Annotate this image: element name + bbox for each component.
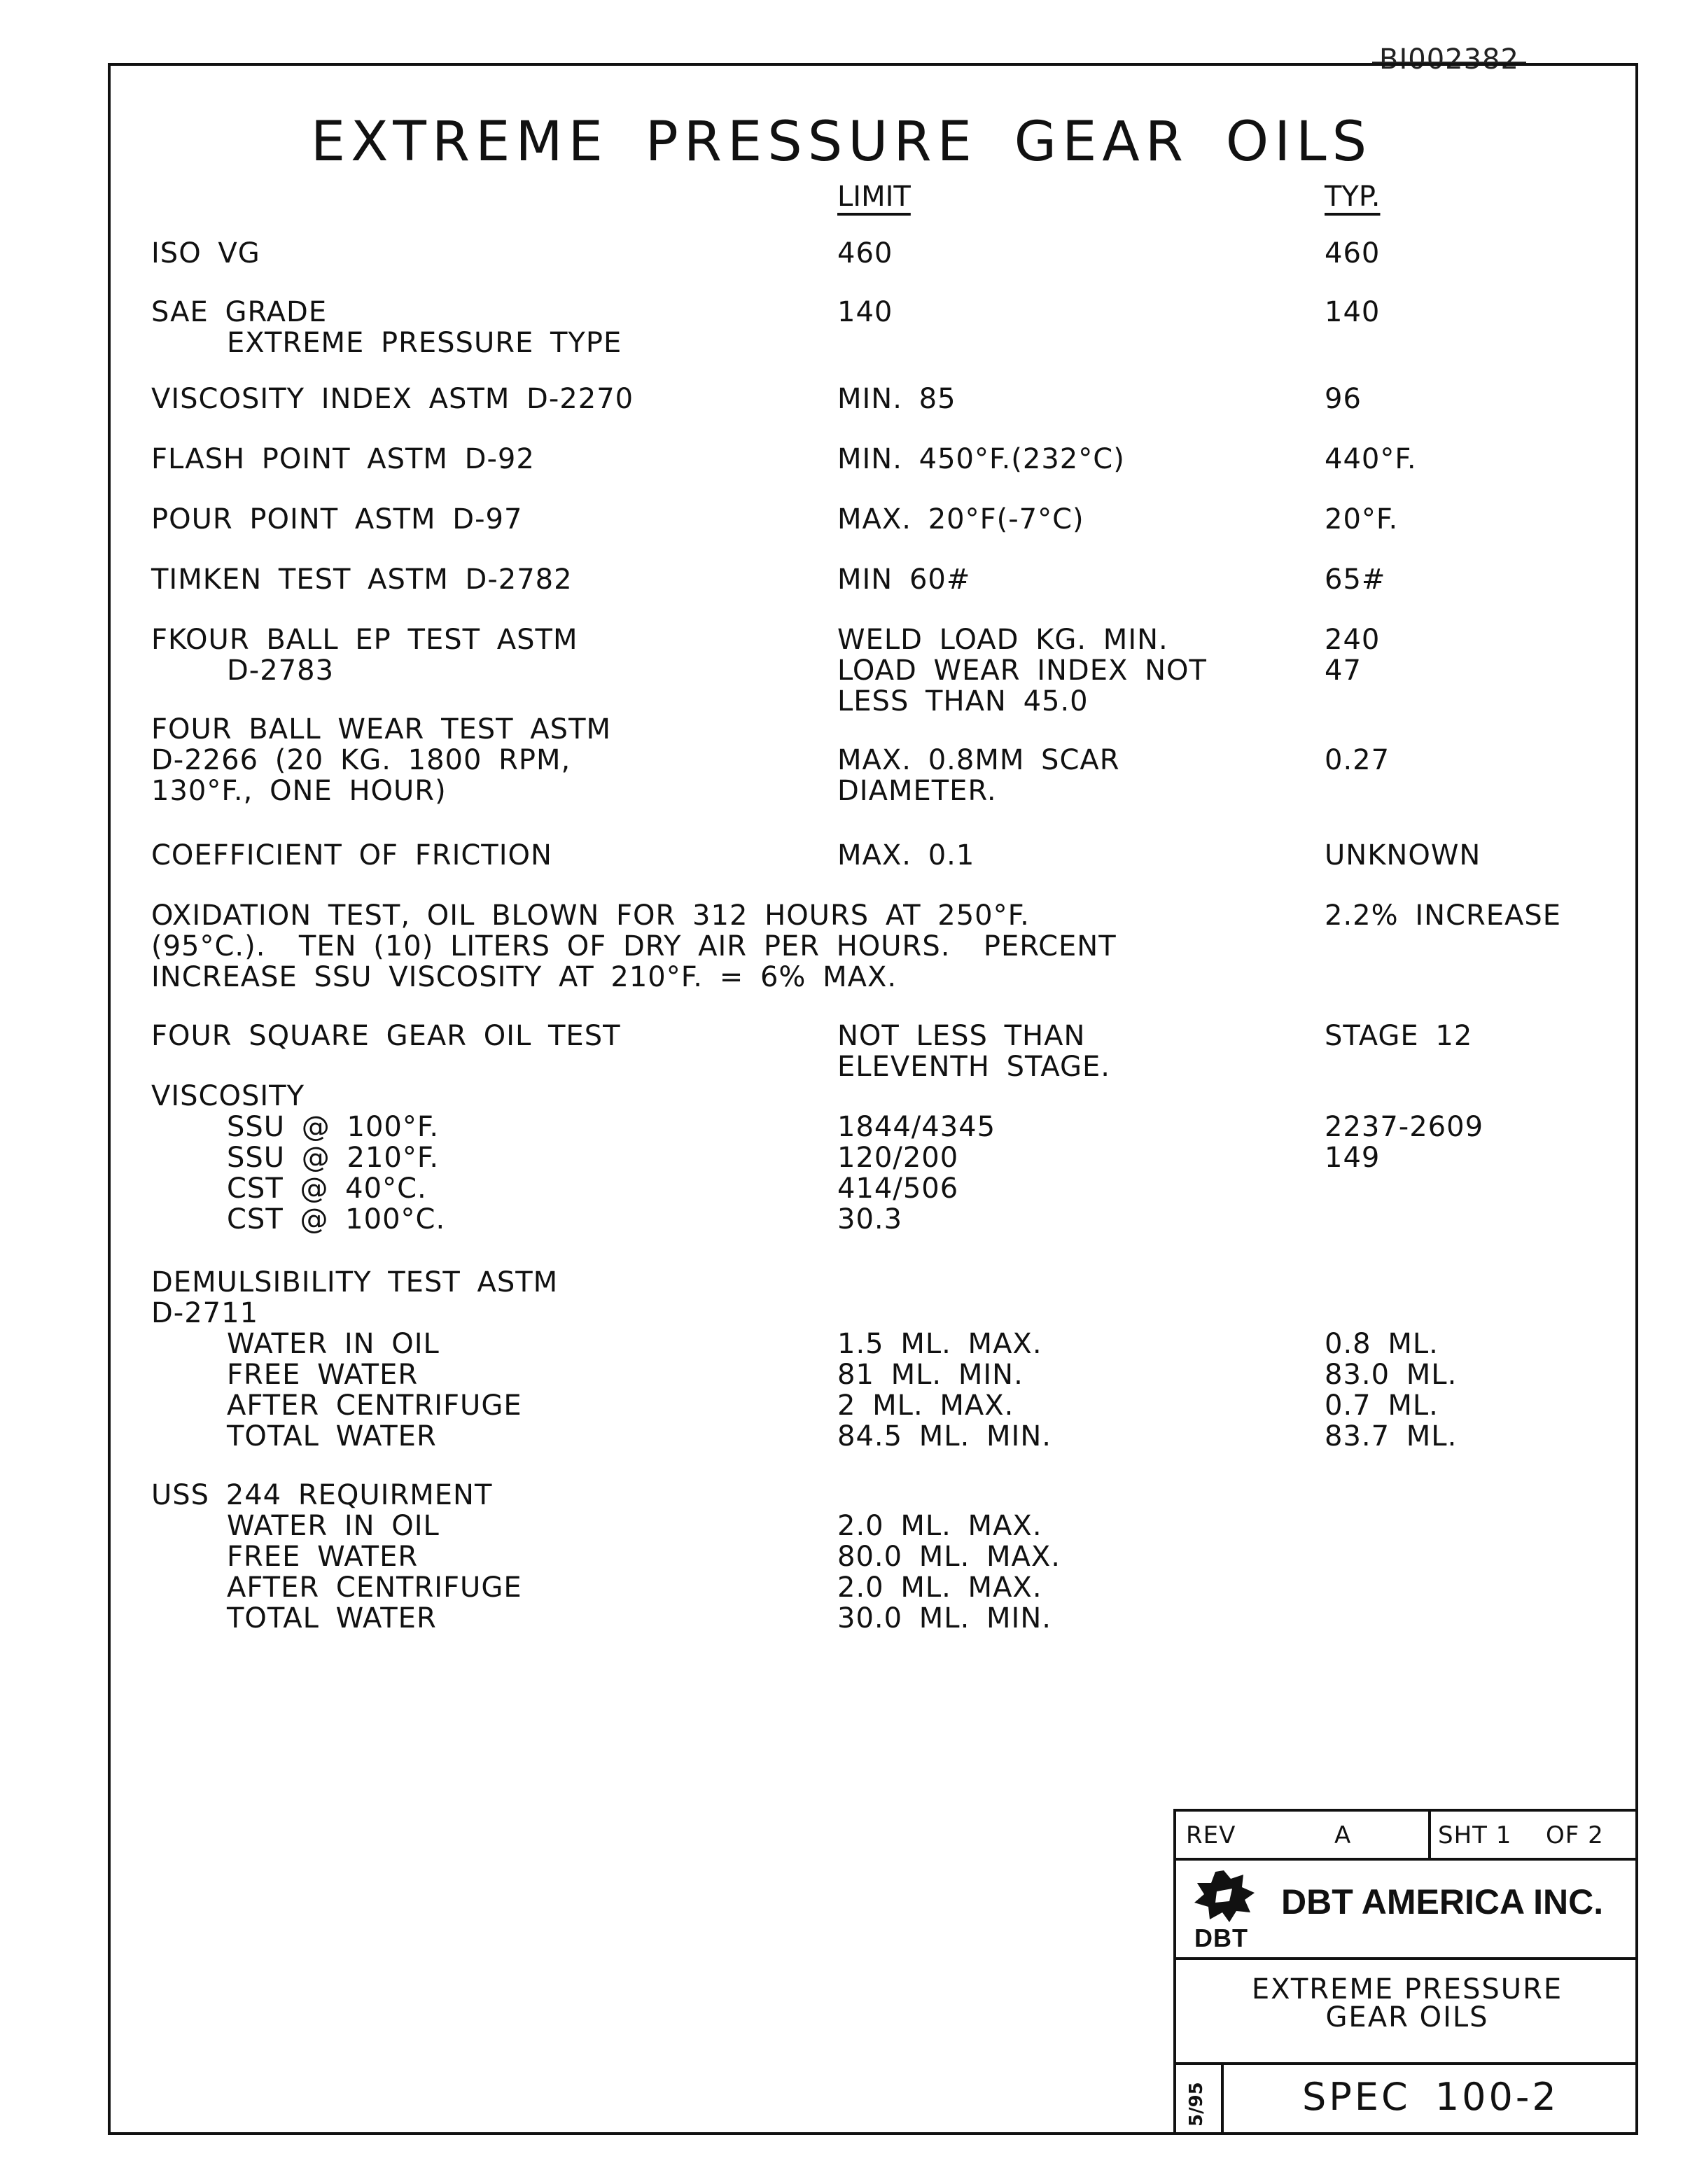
- limit-cell: 1844/4345: [837, 1111, 996, 1143]
- drawing-title-line2: GEAR OILS: [1325, 2001, 1489, 2033]
- limit-cell: MAX. 20°F(-7°C): [837, 503, 1084, 536]
- spec-row-line: [0, 1142, 1683, 1173]
- spec-row-line: [0, 624, 1683, 655]
- typical-cell: 440°F.: [1325, 443, 1417, 475]
- spec-row-line: [0, 745, 1683, 776]
- limit-cell: 30.3: [837, 1203, 903, 1236]
- spec-row-line: [0, 384, 1683, 414]
- spec-row-line: [0, 1480, 1683, 1511]
- parameter-cell: TOTAL WATER: [227, 1602, 437, 1634]
- parameter-cell: CST @ 100°C.: [227, 1203, 446, 1236]
- limit-cell: MIN 60#: [837, 564, 971, 596]
- page-title: EXTREME PRESSURE GEAR OILS: [310, 111, 1373, 174]
- spec-row-line: [0, 1572, 1683, 1603]
- spec-row-line: [0, 1298, 1683, 1329]
- typical-cell: 47: [1325, 654, 1362, 687]
- spec-row-line: [0, 297, 1683, 328]
- parameter-cell: FREE WATER: [227, 1359, 419, 1391]
- title-block-divider: [1176, 1957, 1638, 1960]
- spec-number: SPEC 100-2: [1302, 2075, 1559, 2119]
- typical-cell: 83.7 ML.: [1325, 1420, 1458, 1452]
- spec-row-line: [0, 1081, 1683, 1112]
- limit-cell: 81 ML. MIN.: [837, 1359, 1024, 1391]
- typical-cell: UNKNOWN: [1325, 839, 1481, 872]
- limit-cell: 140: [837, 296, 893, 328]
- parameter-cell: 130°F., ONE HOUR): [151, 775, 447, 807]
- column-header-typ: TYP.: [1325, 181, 1381, 213]
- revision-date: 5/95: [1186, 2082, 1207, 2127]
- spec-row-line: [0, 1173, 1683, 1204]
- rev-label: REV: [1186, 1821, 1236, 1849]
- document-id: BI002382: [1379, 43, 1519, 76]
- typical-cell: 83.0 ML.: [1325, 1359, 1458, 1391]
- limit-cell: MIN. 450°F.(232°C): [837, 443, 1125, 475]
- parameter-cell: VISCOSITY INDEX ASTM D-2270: [151, 383, 634, 415]
- spec-row-line: [0, 776, 1683, 806]
- sheet-label: SHT 1: [1438, 1821, 1512, 1849]
- parameter-cell: VISCOSITY: [151, 1080, 305, 1112]
- spec-row-line: [0, 840, 1683, 871]
- limit-cell: 120/200: [837, 1142, 959, 1174]
- title-block-divider: [1428, 1812, 1431, 1858]
- spec-row-line: [0, 238, 1683, 269]
- parameter-cell: CST @ 40°C.: [227, 1172, 427, 1205]
- parameter-cell: FKOUR BALL EP TEST ASTM: [151, 624, 578, 656]
- parameter-cell: USS 244 REQUIRMENT: [151, 1479, 493, 1511]
- typical-cell: 2.2% INCREASE: [1325, 899, 1562, 932]
- limit-cell: 414/506: [837, 1172, 959, 1205]
- limit-cell: 80.0 ML. MAX.: [837, 1541, 1061, 1573]
- parameter-cell: (95°C.). TEN (10) LITERS OF DRY AIR PER HOURS. PERCENT: [151, 930, 1117, 962]
- spec-row-line: [0, 1112, 1683, 1142]
- spec-row-line: [0, 686, 1683, 717]
- parameter-cell: FOUR BALL WEAR TEST ASTM: [151, 713, 612, 746]
- spec-row-line: [0, 900, 1683, 931]
- parameter-cell: TOTAL WATER: [227, 1420, 437, 1452]
- title-block-divider: [1176, 1858, 1638, 1861]
- limit-cell: DIAMETER.: [837, 775, 997, 807]
- parameter-cell: INCREASE SSU VISCOSITY AT 210°F. = 6% MAX.: [151, 961, 898, 993]
- spec-row-line: [0, 444, 1683, 475]
- limit-cell: NOT LESS THAN: [837, 1020, 1086, 1052]
- parameter-cell: FLASH POINT ASTM D-92: [151, 443, 535, 475]
- parameter-cell: EXTREME PRESSURE TYPE: [227, 327, 622, 359]
- parameter-cell: COEFFICIENT OF FRICTION: [151, 839, 552, 872]
- typical-cell: STAGE 12: [1325, 1020, 1473, 1052]
- sheet-of: OF 2: [1546, 1821, 1604, 1849]
- limit-cell: LESS THAN 45.0: [837, 685, 1089, 718]
- dbt-logo-icon: [1189, 1868, 1259, 1924]
- typical-cell: 240: [1325, 624, 1381, 656]
- title-block: [1173, 1809, 1638, 2135]
- limit-cell: 2 ML. MAX.: [837, 1390, 1014, 1422]
- typical-cell: 0.7 ML.: [1325, 1390, 1439, 1422]
- parameter-cell: D-2783: [227, 654, 335, 687]
- spec-row-line: [0, 962, 1683, 993]
- parameter-cell: ISO VG: [151, 237, 260, 270]
- parameter-cell: WATER IN OIL: [227, 1328, 440, 1360]
- rev-value: A: [1334, 1821, 1352, 1849]
- parameter-cell: SSU @ 210°F.: [227, 1142, 440, 1174]
- spec-row-line: [0, 1390, 1683, 1421]
- limit-cell: MAX. 0.8MM SCAR: [837, 744, 1120, 776]
- limit-cell: 30.0 ML. MIN.: [837, 1602, 1052, 1634]
- parameter-cell: POUR POINT ASTM D-97: [151, 503, 523, 536]
- typical-cell: 149: [1325, 1142, 1381, 1174]
- spec-row-line: [0, 328, 1683, 358]
- parameter-cell: D-2266 (20 KG. 1800 RPM,: [151, 744, 571, 776]
- company-name: DBT AMERICA INC.: [1281, 1882, 1604, 1921]
- spec-row-line: [0, 1421, 1683, 1452]
- typical-cell: 96: [1325, 383, 1362, 415]
- typical-cell: 460: [1325, 237, 1381, 270]
- parameter-cell: FREE WATER: [227, 1541, 419, 1573]
- column-header-limit: LIMIT: [837, 181, 911, 213]
- parameter-cell: SAE GRADE: [151, 296, 328, 328]
- parameter-cell: TIMKEN TEST ASTM D-2782: [151, 564, 573, 596]
- spec-row-line: [0, 1329, 1683, 1359]
- spec-row-line: [0, 714, 1683, 745]
- spec-row-line: [0, 1511, 1683, 1541]
- title-block-divider: [1221, 2062, 1224, 2135]
- limit-cell: 84.5 ML. MIN.: [837, 1420, 1052, 1452]
- typical-cell: 0.8 ML.: [1325, 1328, 1439, 1360]
- parameter-cell: FOUR SQUARE GEAR OIL TEST: [151, 1020, 621, 1052]
- parameter-cell: AFTER CENTRIFUGE: [227, 1390, 522, 1422]
- spec-row-line: [0, 1603, 1683, 1634]
- parameter-cell: WATER IN OIL: [227, 1510, 440, 1542]
- limit-cell: MIN. 85: [837, 383, 956, 415]
- title-block-divider: [1176, 2062, 1638, 2065]
- spec-row-line: [0, 1541, 1683, 1572]
- spec-row-line: [0, 1021, 1683, 1051]
- limit-cell: MAX. 0.1: [837, 839, 975, 872]
- limit-cell: 2.0 ML. MAX.: [837, 1572, 1042, 1604]
- parameter-cell: OXIDATION TEST, OIL BLOWN FOR 312 HOURS AT 250°F.: [151, 899, 1030, 932]
- typical-cell: 20°F.: [1325, 503, 1399, 536]
- parameter-cell: AFTER CENTRIFUGE: [227, 1572, 522, 1604]
- limit-cell: 460: [837, 237, 893, 270]
- typical-cell: 0.27: [1325, 744, 1390, 776]
- typical-cell: 140: [1325, 296, 1381, 328]
- logo-text: DBT: [1194, 1924, 1248, 1952]
- limit-cell: ELEVENTH STAGE.: [837, 1051, 1110, 1083]
- spec-row-line: [0, 1267, 1683, 1298]
- spec-row-line: [0, 931, 1683, 962]
- limit-cell: 2.0 ML. MAX.: [837, 1510, 1042, 1542]
- spec-row-line: [0, 504, 1683, 535]
- parameter-cell: DEMULSIBILITY TEST ASTM: [151, 1266, 559, 1298]
- spec-row-line: [0, 655, 1683, 686]
- parameter-cell: D-2711: [151, 1297, 259, 1329]
- spec-row-line: [0, 1051, 1683, 1082]
- limit-cell: 1.5 ML. MAX.: [837, 1328, 1042, 1360]
- limit-cell: WELD LOAD KG. MIN.: [837, 624, 1168, 656]
- spec-row-line: [0, 564, 1683, 595]
- limit-cell: LOAD WEAR INDEX NOT: [837, 654, 1207, 687]
- drawing-title-line1: EXTREME PRESSURE: [1251, 1973, 1563, 2005]
- spec-row-line: [0, 1204, 1683, 1235]
- drawing-title: [1176, 1975, 1638, 2031]
- spec-row-line: [0, 1359, 1683, 1390]
- typical-cell: 65#: [1325, 564, 1386, 596]
- typical-cell: 2237-2609: [1325, 1111, 1484, 1143]
- parameter-cell: SSU @ 100°F.: [227, 1111, 440, 1143]
